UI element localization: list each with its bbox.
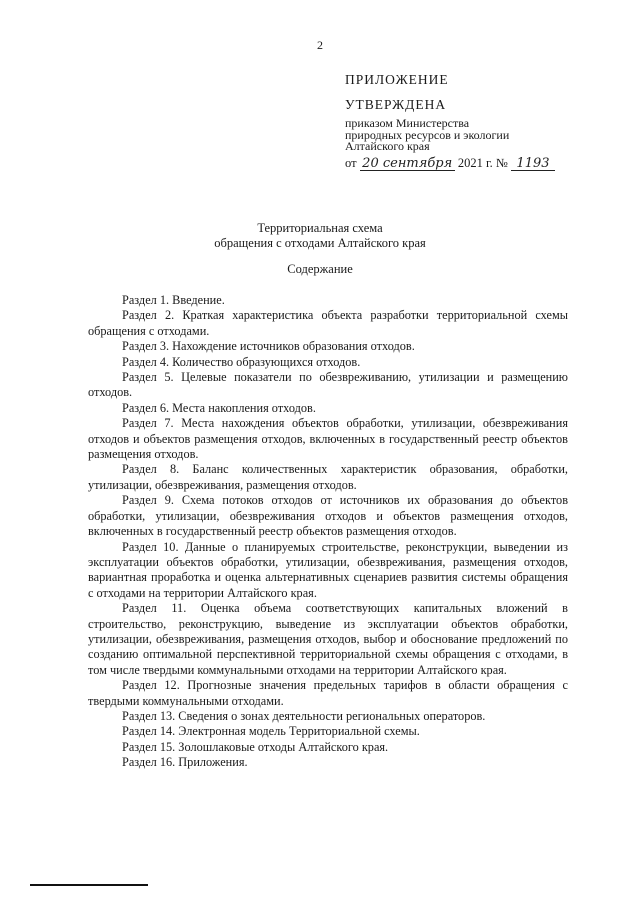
order-from-label: от — [345, 156, 357, 170]
page-number: 2 — [317, 38, 323, 52]
contents-item: Раздел 12. Прогнозные значения предельных тарифов в области обращения с твердыми коммунальными отходами. — [88, 678, 568, 708]
document-title — [0, 221, 640, 251]
contents-list — [88, 293, 568, 771]
approval-line: приказом Министерства — [345, 116, 470, 130]
approval-block — [345, 118, 509, 153]
contents-item: Раздел 3. Нахождение источников образования отходов. — [122, 339, 415, 354]
handwritten-order-number: 1193 — [511, 157, 555, 171]
contents-item: Раздел 13. Сведения о зонах деятельности региональных операторов. — [122, 708, 486, 723]
approval-line: природных ресурсов и экологии — [345, 127, 510, 142]
document-title-line: Территориальная схема — [257, 221, 383, 235]
contents-item: Раздел 6. Места накопления отходов. — [122, 400, 316, 415]
contents-item: Раздел 4. Количество образующихся отходов. — [122, 354, 361, 369]
contents-item: Раздел 15. Золошлаковые отходы Алтайского края. — [122, 739, 389, 754]
contents-item: Раздел 7. Места нахождения объектов обработки, утилизации, обезвреживания отходов и объектов размещения отходов, включенных в государственный реестр объектов размещения отходов. — [88, 416, 568, 462]
bottom-rule — [30, 884, 148, 886]
contents-item: Раздел 1. Введение. — [122, 293, 225, 307]
contents-item: Раздел 2. Краткая характеристика объекта разработки территориальной схемы обращения с отходами. — [88, 308, 568, 338]
contents-item: Раздел 14. Электронная модель Территориальной схемы. — [122, 724, 420, 739]
contents-item: Раздел 5. Целевые показатели по обезвреживанию, утилизации и размещению отходов. — [88, 370, 568, 400]
order-line — [345, 156, 555, 171]
contents-item: Раздел 11. Оценка объема соответствующих капитальных вложений в строительство, реконструкцию, выведение из эксплуатации объектов обработки, утилизации, обезвреживания, размещения отходов, выбор и обоснование предложений по созданию оптимальной перспективной территориальной схемы обращения с отходами, в том числе твердыми коммунальными отходами на территории Алтайского края. — [88, 601, 568, 677]
handwritten-date: 20 сентября — [360, 157, 455, 171]
approved-heading: УТВЕРЖДЕНА — [345, 97, 447, 112]
appendix-heading: ПРИЛОЖЕНИЕ — [345, 72, 449, 87]
contents-item: Раздел 16. Приложения. — [122, 755, 248, 770]
document-title-line: обращения с отходами Алтайского края — [214, 236, 426, 250]
contents-heading: Содержание — [287, 262, 353, 276]
order-year-label: 2021 г. № — [457, 156, 508, 170]
contents-item: Раздел 10. Данные о планируемых строительстве, реконструкции, выведении из эксплуатации объектов обработки, утилизации, обезвреживания, размещения отходов, вариантная проработка и оценка альтернативных сценариев развития системы обращения с отходами на территории Алтайского края. — [88, 539, 568, 600]
contents-item: Раздел 8. Баланс количественных характеристик образования, обработки, утилизации, обезвреживания, размещения отходов. — [88, 462, 568, 492]
contents-item: Раздел 9. Схема потоков отходов от источников их образования до объектов обработки, утилизации, обезвреживания отходов и объектов размещения отходов, включенных в государственный реестр объектов размещения отходов. — [88, 493, 568, 539]
approval-line: Алтайского края — [345, 139, 430, 153]
